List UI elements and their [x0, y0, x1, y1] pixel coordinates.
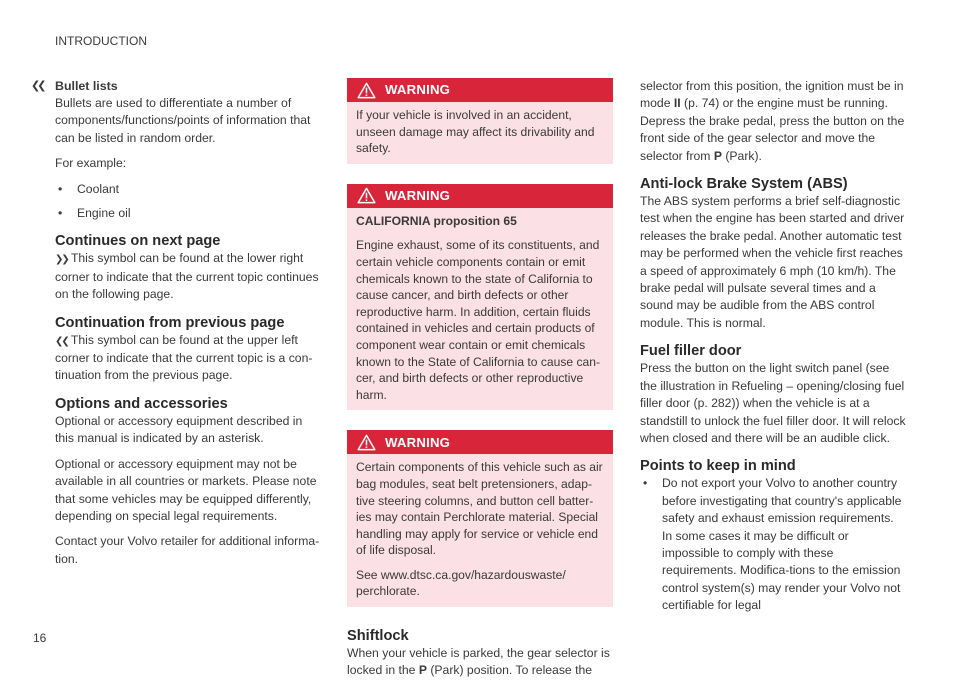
example-bullet-list [55, 181, 321, 223]
continuation-heading: Continuation from previous page [55, 314, 285, 331]
bullet-lists-text: Bullets are used to differentiate a number of components/functions/points of information that can be listed in random order. [55, 96, 311, 145]
warning-header [347, 78, 613, 102]
fuel-filler-text: Press the button on the light switch panel (see the illustration in Refueling – opening/closing fuel filler door (p. 282)) when the vehicle is at a standstill to unlock the fuel filler door. It will relock when closed and there will be an audible click. [640, 361, 906, 445]
warning-text: Certain components of this vehicle such as air bag modules, seat belt pretensioners, adap-tive steering columns, and button cell batter-ies may contain Perchlorate material. Special handling may apply for service or vehicle end of life disposal. [356, 460, 603, 558]
continuation-text-body: This symbol can be found at the upper left corner to indicate that the current topic is a con-tinuation from the previous page. [55, 332, 313, 383]
warning-box-accident [347, 78, 613, 164]
warning-box-prop65 [347, 184, 613, 411]
bullet-lists-heading: Bullet lists [55, 79, 118, 93]
page-header: INTRODUCTION [55, 34, 147, 48]
shiftlock-text [347, 645, 613, 680]
gear-symbol: P [418, 663, 427, 678]
warning-title: WARNING [385, 82, 451, 98]
ignition-mode-symbol: II [673, 96, 681, 111]
warning-body [347, 454, 613, 607]
column-right [640, 78, 906, 623]
list-item: • Do not export your Volvo to another country before investigating that country's applicable safety and exhaust emission requirements. In some cases it may be difficult or impossible to comply with these requirements. Modifica-tions to the emission control system(s) may render your Volvo not certifiable for legal [640, 475, 906, 614]
points-heading: Points to keep in mind [640, 458, 796, 475]
warning-header [347, 184, 613, 208]
shiftlock-continued-text [640, 78, 906, 165]
list-item: • Engine oil [55, 205, 321, 222]
shiftlock-cont-b: (p. 74) or the engine must be running. Depress the brake pedal, press the button on the front side of the gear selector and move the selector from [640, 96, 905, 163]
warning-title: WARNING [385, 188, 451, 204]
options-text-1: Optional or accessory equipment described in this manual is indicated by an asterisk. [55, 413, 303, 446]
continuation-icon: ❮❮ [55, 335, 68, 347]
options-text-3: Contact your Volvo retailer for additional informa-tion. [55, 534, 320, 566]
shiftlock-cont-c: (Park). [721, 148, 762, 163]
warning-text: If your vehicle is involved in an accident, unseen damage may affect its drivability and safety. [356, 108, 595, 156]
options-heading: Options and accessories [55, 395, 228, 412]
bullet-lists-example-label: For example: [55, 156, 127, 171]
column-middle [347, 78, 613, 688]
column-left [55, 78, 321, 576]
list-item: • Coolant [55, 181, 321, 198]
warning-header [347, 430, 613, 454]
gear-symbol: P [713, 148, 722, 163]
shiftlock-cont-a: selector from this position, the ignition must be in mode [640, 79, 904, 111]
page-number: 16 [33, 631, 47, 645]
warning-subtitle: CALIFORNIA proposition 65 [356, 213, 517, 228]
continues-text-body: This symbol can be found at the lower right corner to indicate that the current topic continues on the following page. [55, 251, 319, 302]
shiftlock-text-a: When your vehicle is parked, the gear selector is locked in the [347, 646, 610, 678]
warning-triangle-icon [357, 187, 376, 204]
points-list [640, 475, 906, 614]
continuation-text [55, 332, 321, 385]
warning-title: WARNING [385, 434, 451, 450]
shiftlock-heading: Shiftlock [347, 628, 409, 645]
warning-body [347, 102, 613, 164]
warning-triangle-icon [357, 434, 376, 451]
continues-icon: ❯❯ [55, 254, 68, 266]
warning-text: Engine exhaust, some of its constituents, and certain vehicle components contain or emit chemicals known to the state of California to cause cancer, and birth defects or other reproductive harm. In addition, certain fluids contained in vehicles and certain products of component wear contain or emit chemicals known to the State of California to cause can-cer, and birth defects or other reproductive harm. [356, 238, 601, 402]
abs-heading: Anti-lock Brake System (ABS) [640, 176, 848, 193]
warning-link-text: See www.dtsc.ca.gov/hazardouswaste/ perchlorate. [356, 567, 566, 599]
options-text-2: Optional or accessory equipment may not be available in all countries or markets. Please note that some vehicles may be equipped differently, depending on special legal requirements. [55, 456, 317, 523]
continues-heading: Continues on next page [55, 233, 221, 250]
warning-box-perchlorate [347, 430, 613, 607]
warning-body [347, 208, 613, 411]
abs-text: The ABS system performs a brief self-diagnostic test when the engine has been started and driver releases the brake pedal. Another automatic test may be performed when the vehicle first reaches a speed of approximately 6 mph (10 km/h). The brake pedal will pulsate several times and a sound may be audible from the ABS control module. This is normal. [640, 194, 905, 330]
continues-text [55, 250, 321, 303]
fuel-filler-heading: Fuel filler door [640, 343, 742, 360]
shiftlock-text-b: (Park) position. To release the [426, 663, 593, 678]
warning-triangle-icon [357, 82, 376, 99]
continued-from-previous-icon: ❮❮ [31, 80, 44, 92]
